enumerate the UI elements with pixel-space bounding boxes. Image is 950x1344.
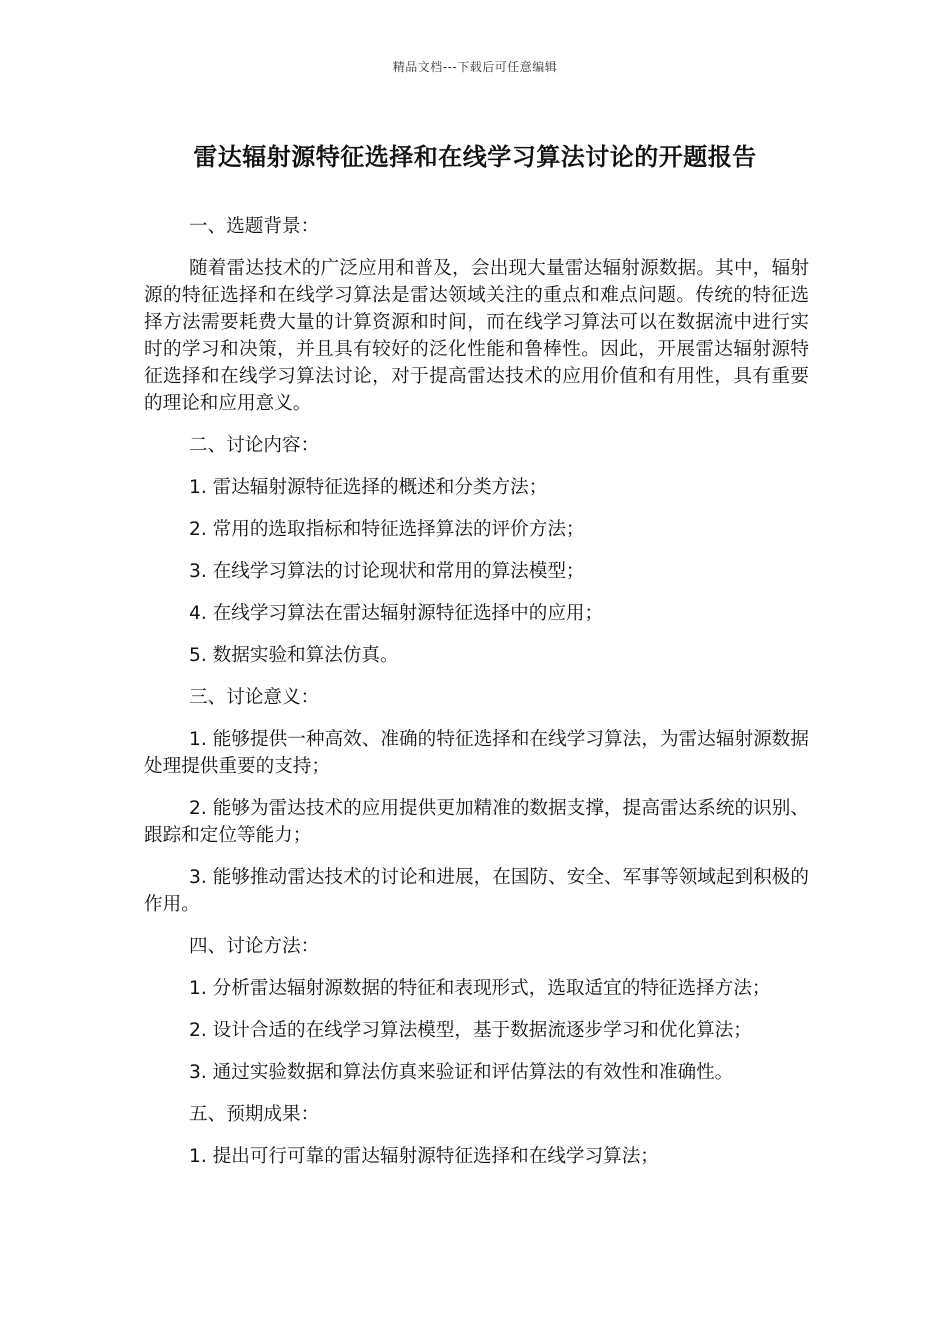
list-item: 3. 在线学习算法的讨论现状和常用的算法模型； (189, 561, 585, 582)
list-item: 2. 常用的选取指标和特征选择算法的评价方法； (189, 519, 585, 540)
header-note: 精品文档---下载后可任意编辑 (392, 60, 558, 74)
section-heading-method: 四、讨论方法： (189, 936, 320, 957)
document-body (144, 213, 809, 1185)
list-item: 3. 通过实验数据和算法仿真来验证和评估算法的有效性和准确性。 (189, 1062, 734, 1083)
list-item: 3. 能够推动雷达技术的讨论和进展，在国防、安全、军事等领域起到积极的作用。 (144, 867, 809, 915)
section-heading-outcomes: 五、预期成果： (189, 1104, 320, 1125)
list-item: 1. 雷达辐射源特征选择的概述和分类方法； (189, 477, 548, 498)
list-item: 2. 能够为雷达技术的应用提供更加精准的数据支撑，提高雷达系统的识别、跟踪和定位等能力； (144, 798, 809, 846)
document-title: 雷达辐射源特征选择和在线学习算法讨论的开题报告 (193, 143, 757, 171)
list-item: 1. 分析雷达辐射源数据的特征和表现形式，选取适宜的特征选择方法； (189, 978, 771, 999)
list-item: 5. 数据实验和算法仿真。 (189, 645, 399, 666)
list-item: 1. 提出可行可靠的雷达辐射源特征选择和在线学习算法； (189, 1146, 659, 1167)
paragraph-background: 随着雷达技术的广泛应用和普及，会出现大量雷达辐射源数据。其中，辐射源的特征选择和在线学习算法是雷达领域关注的重点和难点问题。传统的特征选择方法需要耗费大量的计算资源和时间，而在线学习算法可以在数据流中进行实时的学习和决策，并且具有较好的泛化性能和鲁棒性。因此，开展雷达辐射源特征选择和在线学习算法讨论，对于提高雷达技术的应用价值和有用性，具有重要的理论和应用意义。 (144, 258, 809, 414)
section-heading-background: 一、选题背景： (189, 216, 320, 237)
list-item: 4. 在线学习算法在雷达辐射源特征选择中的应用； (189, 603, 604, 624)
list-item: 2. 设计合适的在线学习算法模型，基于数据流逐步学习和优化算法； (189, 1020, 752, 1041)
section-heading-significance: 三、讨论意义： (189, 687, 320, 708)
list-item: 1. 能够提供一种高效、准确的特征选择和在线学习算法，为雷达辐射源数据处理提供重要的支持； (144, 729, 809, 777)
section-heading-content: 二、讨论内容： (189, 435, 320, 456)
